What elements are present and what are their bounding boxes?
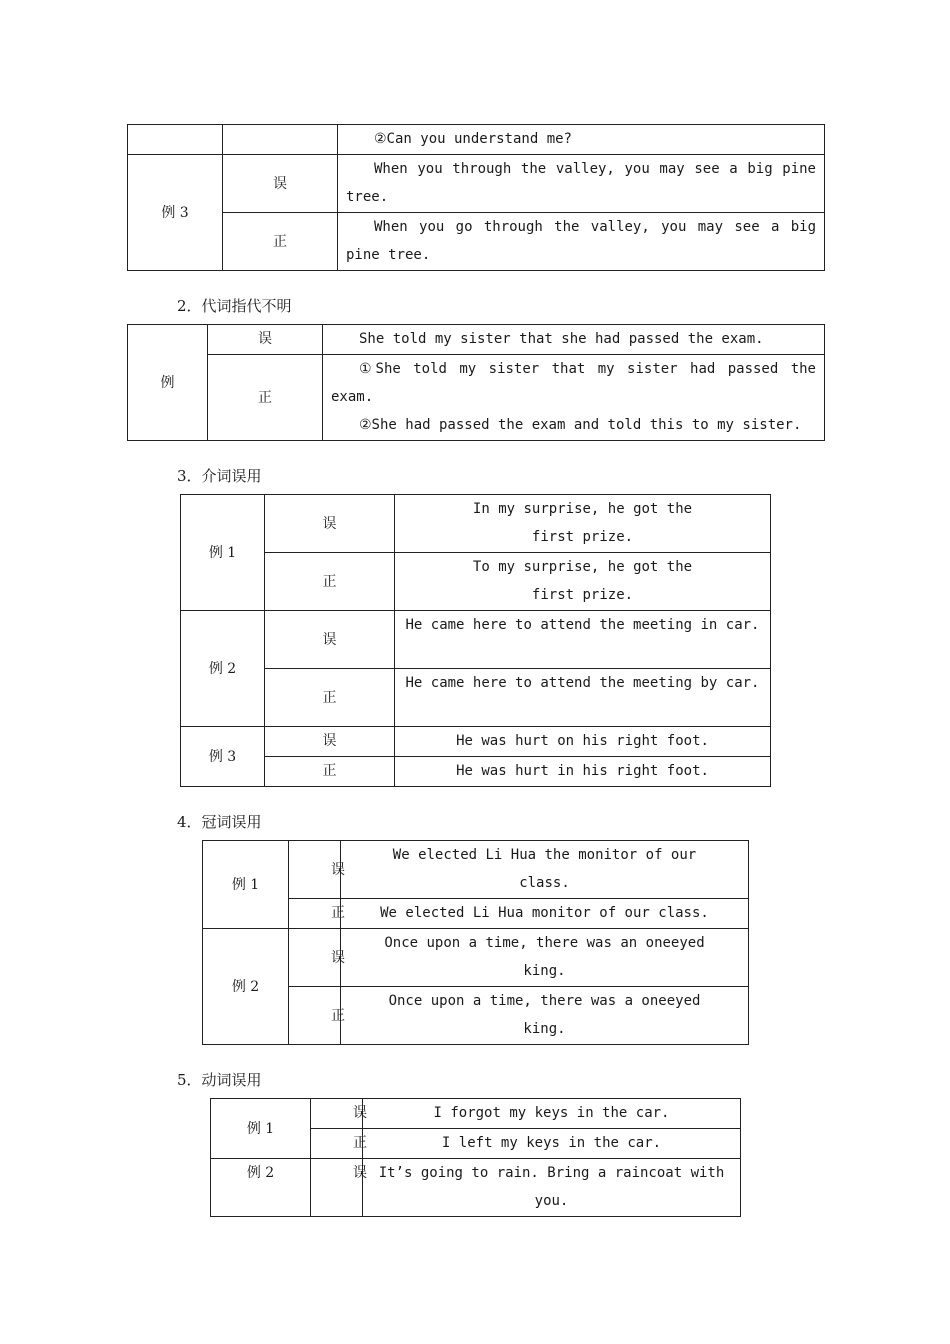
right-sentence: I left my keys in the car. [363, 1129, 741, 1159]
wrong-label: 误 [289, 929, 341, 987]
wrong-sentence: When you through the valley, you may see a big pine tree. [338, 155, 825, 213]
right-sentence: He came here to attend the meeting by car. [395, 669, 771, 727]
wrong-label: 误 [265, 727, 395, 757]
table-verb [210, 1098, 741, 1217]
wrong-sentence: Once upon a time, there was an oneeyed king. [341, 929, 749, 987]
wrong-label: 误 [311, 1159, 363, 1217]
right-label: 正 [223, 213, 338, 271]
right-sentence: When you go through the valley, you may see a big pine tree. [338, 213, 825, 271]
table-article [202, 840, 749, 1045]
right-label: 正 [208, 355, 323, 441]
right-label: 正 [289, 987, 341, 1045]
right-label: 正 [265, 757, 395, 787]
wrong-sentence: He was hurt on his right foot. [395, 727, 771, 757]
wrong-label: 误 [265, 495, 395, 553]
wrong-sentence: He came here to attend the meeting in car. [395, 611, 771, 669]
section-heading: 4．冠词误用 [177, 813, 262, 831]
right-sentence: We elected Li Hua monitor of our class. [341, 899, 749, 929]
right-label: 正 [265, 669, 395, 727]
right-sentence: Once upon a time, there was a oneeyed king. [341, 987, 749, 1045]
example-label: 例 3 [181, 727, 265, 787]
section-heading: 3．介词误用 [177, 467, 262, 485]
example-label: 例 3 [128, 155, 223, 271]
right-label: 正 [265, 553, 395, 611]
example-label: 例 [128, 325, 208, 441]
table-preposition [180, 494, 771, 787]
example-label: 例 1 [203, 841, 289, 929]
wrong-sentence: She told my sister that she had passed the exam. [323, 325, 825, 355]
wrong-sentence: I forgot my keys in the car. [363, 1099, 741, 1129]
example-label: 例 1 [181, 495, 265, 611]
right-sentences [323, 355, 825, 441]
section-heading: 5．动词误用 [177, 1071, 262, 1089]
wrong-label: 误 [311, 1099, 363, 1129]
table-pronoun [127, 324, 825, 441]
wrong-label: 误 [223, 155, 338, 213]
right-sentence-1: ①She told my sister that my sister had passed the exam. [331, 361, 816, 405]
wrong-label: 误 [265, 611, 395, 669]
table-cell: ②Can you understand me? [338, 125, 825, 155]
right-label: 正 [311, 1129, 363, 1159]
right-sentence-2: ②She had passed the exam and told this to my sister. [359, 417, 802, 433]
table-continuation [127, 124, 825, 271]
wrong-label: 误 [208, 325, 323, 355]
section-heading: 2．代词指代不明 [177, 297, 292, 315]
wrong-sentence: We elected Li Hua the monitor of our class. [341, 841, 749, 899]
example-label: 例 2 [181, 611, 265, 727]
right-sentence: To my surprise, he got the first prize. [395, 553, 771, 611]
right-sentence: He was hurt in his right foot. [395, 757, 771, 787]
right-label: 正 [289, 899, 341, 929]
wrong-sentence: In my surprise, he got the first prize. [395, 495, 771, 553]
example-label: 例 2 [203, 929, 289, 1045]
wrong-sentence: It’s going to rain. Bring a raincoat with you. [363, 1159, 741, 1217]
wrong-label: 误 [289, 841, 341, 899]
example-label: 例 2 [211, 1159, 311, 1217]
example-label: 例 1 [211, 1099, 311, 1159]
